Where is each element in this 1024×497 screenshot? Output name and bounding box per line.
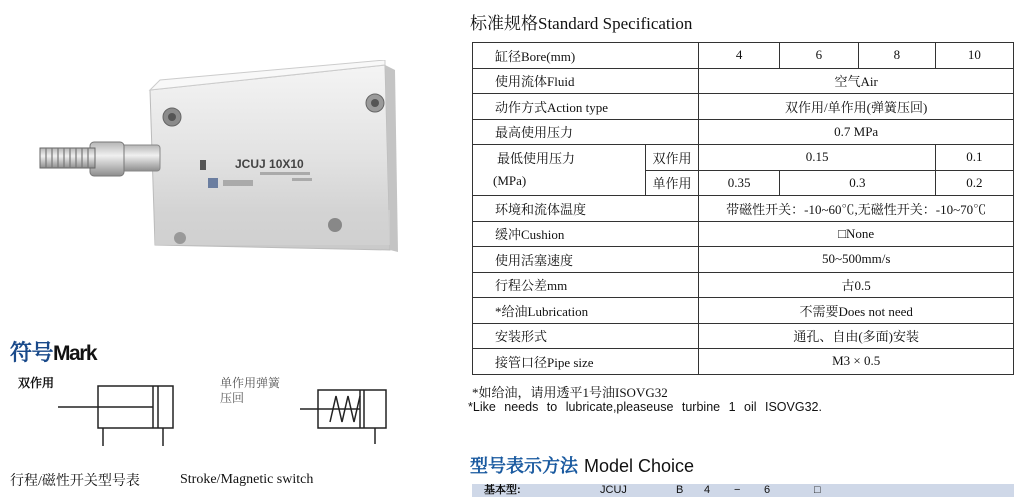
model-choice-title-en: Model Choice [584,456,695,476]
stroke-table-title-en: Stroke/Magnetic switch [180,472,314,487]
min-pressure-double-a: 0.15 [699,145,936,171]
model-code: JCUJ [600,484,627,496]
temperature-label: 环境和流体温度 [473,196,699,222]
table-row [473,145,1014,171]
spec-table [472,42,1014,375]
model-code-part-3: − [734,484,741,496]
tolerance-label: 行程公差mm [473,272,699,298]
lubrication-note-en: *Like needs to lubricate,pleaseuse turbine 1 oil ISOVG32. [468,400,822,414]
stroke-table-title-cn: 行程/磁性开关型号表 [10,474,140,489]
action-value: 双作用/单作用(弹簧压回) [699,94,1014,120]
tolerance-value: 古0.5 [699,272,1014,298]
action-label: 动作方式Action type [473,94,699,120]
bore-6: 6 [779,43,858,69]
max-pressure-label: 最高使用压力 [473,119,699,145]
bore-8: 8 [858,43,935,69]
mark-title-cn: 符号 [10,340,54,365]
single-acting-label: 单作用弹簧压回 [220,376,281,405]
lubrication-note-cn: *如给油，请用透平1号油ISOVG32 [472,385,668,400]
pipe-value: M3 × 0.5 [699,349,1014,375]
single-acting-sub: 单作用 [645,170,699,196]
min-pressure-single-a: 0.35 [699,170,780,196]
model-code-part-4: 6 [764,484,771,496]
lubrication-label: *给油Lubrication [473,298,699,324]
double-acting-sub: 双作用 [645,145,699,171]
model-code-part-1: B [676,484,684,496]
model-bar-label: 基本型: [484,484,521,496]
mark-title [10,336,96,367]
mark-title-en: Mark [53,342,97,365]
table-row [473,323,1014,349]
table-row [473,119,1014,145]
table-row [473,221,1014,247]
min-pressure-label-cn: 最低使用压力 [497,151,576,166]
model-code-part-5: □ [814,484,821,496]
max-pressure-value: 0.7 MPa [699,119,1014,145]
bore-label: 缸径Bore(mm) [473,43,699,69]
table-row [473,43,1014,69]
speed-label: 使用活塞速度 [473,247,699,273]
cushion-value: □None [699,221,1014,247]
min-pressure-single-c: 0.2 [935,170,1013,196]
mounting-value: 通孔、自由(多面)安装 [699,323,1014,349]
table-row [473,94,1014,120]
model-code-bar [472,484,1014,497]
fluid-value: 空气Air [699,68,1014,94]
double-acting-label: 双作用 [18,376,55,390]
temperature-value: 带磁性开关：-10~60℃,无磁性开关：-10~70℃ [699,196,1014,222]
min-pressure-label [473,145,646,196]
min-pressure-single-b: 0.3 [779,170,935,196]
pipe-label: 接管口径Pipe size [473,349,699,375]
cushion-label: 缓冲Cushion [473,221,699,247]
mounting-label: 安装形式 [473,323,699,349]
table-row [473,247,1014,273]
min-pressure-double-b: 0.1 [935,145,1013,171]
table-row [473,298,1014,324]
table-row [473,196,1014,222]
bore-10: 10 [935,43,1013,69]
fluid-label: 使用流体Fluid [473,68,699,94]
model-choice-title [470,452,694,478]
model-choice-title-cn: 型号表示方法 [470,456,578,476]
model-code-part-2: 4 [704,484,711,496]
min-pressure-label-unit: (MPa) [493,173,527,188]
double-acting-symbol [58,378,198,450]
product-photo [30,60,415,285]
bore-4: 4 [699,43,780,69]
lubrication-value: 不需要Does not need [699,298,1014,324]
photo-label: JCUJ 10X10 [235,157,304,171]
spec-title: 标准规格Standard Specification [470,14,693,33]
table-row [473,349,1014,375]
single-acting-symbol [300,378,410,448]
table-row [473,272,1014,298]
speed-value: 50~500mm/s [699,247,1014,273]
table-row [473,68,1014,94]
